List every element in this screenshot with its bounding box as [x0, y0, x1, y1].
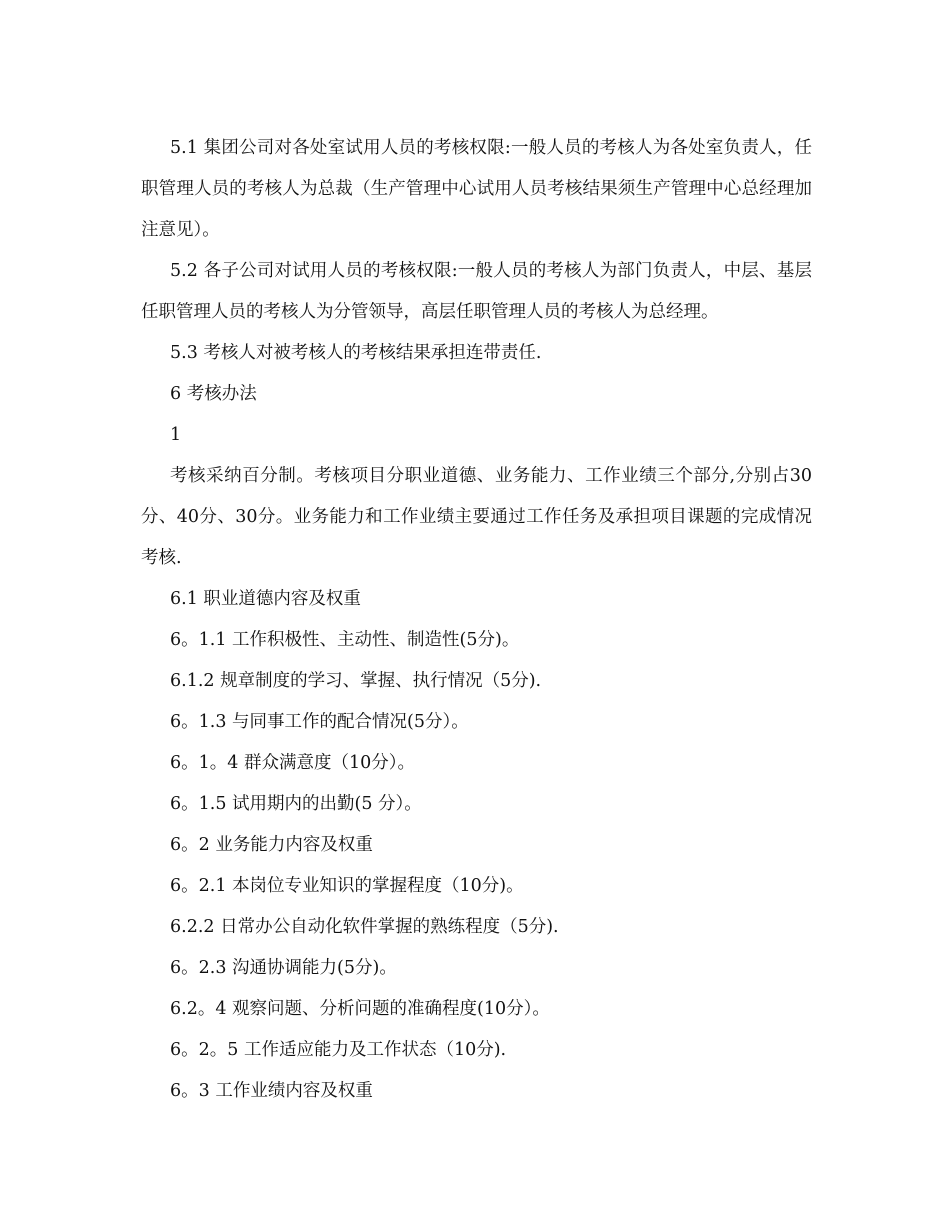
paragraph-scoring: 考核采纳百分制。考核项目分职业道德、业务能力、工作业绩三个部分,分别占30分、40分、30分。业务能力和工作业绩主要通过工作任务及承担项目课题的完成情况考核. — [141, 466, 812, 568]
paragraph-5-2: 5.2 各子公司对试用人员的考核权限:一般人员的考核人为部门负责人，中层、基层任职管理人员的考核人为分管领导，高层任职管理人员的考核人为总经理。 — [141, 261, 812, 322]
item-6-2-1: 6。2.1 本岗位专业知识的掌握程度（10分)。 — [170, 876, 524, 896]
item-6-1-3: 6。1.3 与同事工作的配合情况(5分）。 — [170, 712, 469, 732]
item-6-1-4: 6。1。4 群众满意度（10分）。 — [170, 753, 415, 773]
paragraph-5-3: 5.3 考核人对被考核人的考核结果承担连带责任. — [170, 343, 542, 363]
item-6-2-2: 6.2.2 日常办公自动化软件掌握的熟练程度（5分). — [170, 917, 559, 937]
page-number-line: 1 — [170, 425, 182, 445]
item-6-1-1: 6。1.1 工作积极性、主动性、制造性(5分)。 — [170, 630, 520, 650]
item-6-2-5: 6。2。5 工作适应能力及工作状态（10分). — [170, 1040, 507, 1060]
heading-6-2: 6。2 业务能力内容及权重 — [170, 835, 373, 855]
item-6-1-5: 6。1.5 试用期内的出勤(5 分）。 — [170, 794, 422, 814]
item-6-1-2: 6.1.2 规章制度的学习、掌握、执行情况（5分). — [170, 671, 542, 691]
heading-6-3: 6。3 工作业绩内容及权重 — [170, 1081, 373, 1101]
item-6-2-4: 6.2。4 观察问题、分析问题的准确程度(10分）。 — [170, 999, 550, 1019]
section-heading-6: 6 考核办法 — [170, 384, 257, 404]
heading-6-1: 6.1 职业道德内容及权重 — [170, 589, 361, 609]
paragraph-5-1: 5.1 集团公司对各处室试用人员的考核权限:一般人员的考核人为各处室负责人，任职管理人员的考核人为总裁（生产管理中心试用人员考核结果须生产管理中心总经理加注意见）。 — [141, 138, 812, 240]
item-6-2-3: 6。2.3 沟通协调能力(5分)。 — [170, 958, 397, 978]
